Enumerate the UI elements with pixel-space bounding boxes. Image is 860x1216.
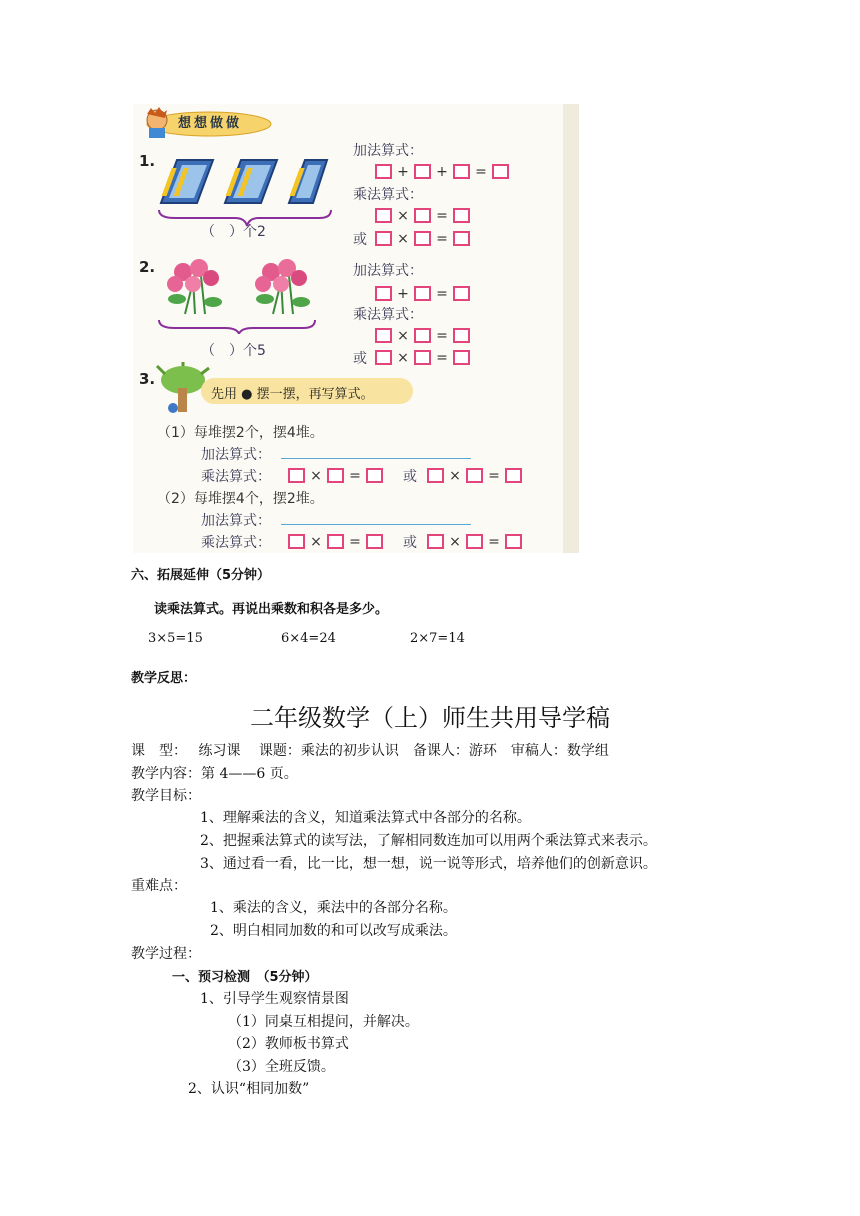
step-1-item: （1）同桌互相提问，并解决。 — [228, 1014, 419, 1030]
answer-box[interactable] — [288, 468, 305, 483]
p3q1-add-label: 加法算式： — [201, 447, 271, 463]
p3q2-mul-equation: × = — [288, 532, 383, 550]
answer-box[interactable] — [466, 534, 483, 549]
answer-box[interactable] — [505, 468, 522, 483]
step-1-item: （2）教师板书算式 — [228, 1036, 349, 1052]
p3q1-mul-equation: × = — [288, 466, 383, 484]
p3q2-add-label: 加法算式： — [201, 513, 271, 529]
answer-box[interactable] — [505, 534, 522, 549]
p3q2-add-answer-line[interactable] — [281, 524, 471, 525]
answer-box[interactable] — [375, 208, 392, 223]
instruction-bubble-text: 先用 ● 摆一摆，再写算式。 — [211, 387, 374, 402]
answer-box[interactable] — [366, 468, 383, 483]
answer-box[interactable] — [375, 231, 392, 246]
answer-box[interactable] — [453, 231, 470, 246]
answer-box[interactable] — [427, 468, 444, 483]
p3q1-mul-equation-alt: × = — [427, 466, 522, 484]
step-1-1: 1、引导学生观察情景图 — [200, 991, 349, 1007]
lesson-meta: 课 型： 练习课 课题：乘法的初步认识 备课人：游环 审稿人：数学组 — [131, 743, 609, 759]
goal-item: 2、把握乘法算式的读写法，了解相同数连加可以用两个乘法算式来表示。 — [200, 833, 657, 849]
p3q1-add-answer-line[interactable] — [281, 458, 471, 459]
problem-3-number: 3. — [139, 370, 156, 388]
equation-3: 2×7=14 — [410, 631, 465, 646]
answer-box[interactable] — [375, 350, 392, 365]
answer-box[interactable] — [453, 208, 470, 223]
teaching-content: 教学内容：第 4——6 页。 — [131, 766, 298, 782]
key-point-item: 1、乘法的含义，乘法中的各部分名称。 — [210, 900, 457, 916]
p2-add-equation: + = — [375, 284, 470, 302]
answer-box[interactable] — [414, 231, 431, 246]
key-point-item: 2、明白相同加数的和可以改写成乘法。 — [210, 923, 457, 939]
step-1-item: （3）全班反馈。 — [228, 1059, 335, 1075]
answer-box[interactable] — [375, 328, 392, 343]
p1-mul-label: 乘法算式： — [353, 187, 423, 203]
p3q1-or-label: 或 — [403, 469, 417, 485]
answer-box[interactable] — [453, 286, 470, 301]
equation-2: 6×4=24 — [281, 631, 336, 646]
flower-bouquet-illustration — [155, 254, 335, 334]
p2-mul-label: 乘法算式： — [353, 307, 423, 323]
problem-1-caption: （ ）个2 — [201, 224, 266, 240]
p2-or-label: 或 — [353, 351, 367, 367]
answer-box[interactable] — [414, 328, 431, 343]
answer-box[interactable] — [427, 534, 444, 549]
p2-mul-equation-alt: × = — [375, 348, 470, 366]
process-label: 教学过程： — [131, 946, 201, 962]
p3-question-1: （1）每堆摆2个，摆4堆。 — [157, 425, 324, 441]
p1-add-equation: + + = — [375, 162, 509, 180]
problem-2-caption: （ ）个5 — [201, 343, 266, 359]
page-title: 二年级数学（上）师生共用导学稿 — [250, 704, 610, 732]
step-2-heading: 2、认识“相同加数” — [188, 1081, 310, 1097]
p1-mul-equation: × = — [375, 206, 470, 224]
textbook-image — [133, 104, 579, 553]
answer-box[interactable] — [453, 328, 470, 343]
step-1-heading: 一、预习检测 （5分钟） — [172, 970, 318, 985]
answer-box[interactable] — [366, 534, 383, 549]
section-6-instruction: 读乘法算式。再说出乘数和积各是多少。 — [154, 602, 389, 617]
equation-1: 3×5=15 — [148, 631, 203, 646]
goal-item: 1、理解乘法的含义，知道乘法算式中各部分的名称。 — [200, 810, 531, 826]
problem-1-number: 1. — [139, 152, 156, 170]
answer-box[interactable] — [327, 468, 344, 483]
p3q2-or-label: 或 — [403, 535, 417, 551]
p3-question-2: （2）每堆摆4个，摆2堆。 — [157, 491, 324, 507]
reflection-label: 教学反思： — [131, 671, 197, 686]
p3q2-mul-equation-alt: × = — [427, 532, 522, 550]
problem-2-number: 2. — [139, 258, 156, 276]
answer-box[interactable] — [414, 350, 431, 365]
page-edge — [563, 104, 579, 553]
pencil-box-illustration — [155, 148, 335, 258]
p1-or-label: 或 — [353, 232, 367, 248]
answer-box[interactable] — [453, 350, 470, 365]
answer-box[interactable] — [288, 534, 305, 549]
goal-item: 3、通过看一看，比一比，想一想，说一说等形式，培养他们的创新意识。 — [200, 856, 657, 872]
goals-label: 教学目标： — [131, 788, 201, 804]
answer-box[interactable] — [414, 164, 431, 179]
answer-box[interactable] — [414, 208, 431, 223]
key-points-label: 重难点： — [131, 878, 187, 894]
answer-box[interactable] — [414, 286, 431, 301]
p3q1-mul-label: 乘法算式： — [201, 469, 271, 485]
p1-mul-equation-alt: × = — [375, 229, 470, 247]
answer-box[interactable] — [466, 468, 483, 483]
answer-box[interactable] — [453, 164, 470, 179]
answer-box[interactable] — [492, 164, 509, 179]
p3q2-mul-label: 乘法算式： — [201, 535, 271, 551]
badge-label: 想想做做 — [178, 116, 243, 131]
section-6-heading: 六、拓展延伸（5分钟） — [131, 568, 271, 583]
answer-box[interactable] — [327, 534, 344, 549]
answer-box[interactable] — [375, 164, 392, 179]
answer-box[interactable] — [375, 286, 392, 301]
p1-add-label: 加法算式： — [353, 143, 423, 159]
p2-add-label: 加法算式： — [353, 263, 423, 279]
p2-mul-equation: × = — [375, 326, 470, 344]
